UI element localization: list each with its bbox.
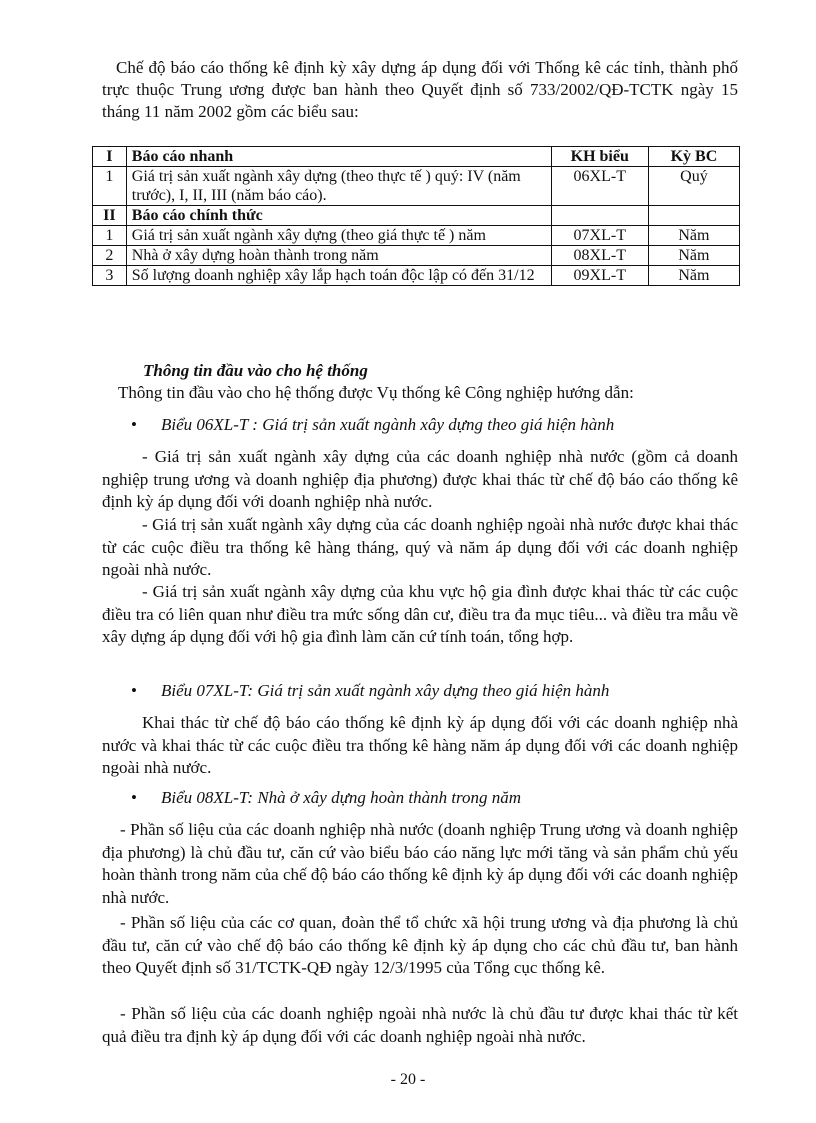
table-cell-desc: Số lượng doanh nghiệp xây lắp hạch toán độc lập có đến 31/12 [126, 266, 551, 286]
intro-paragraph: Chế độ báo cáo thống kê định kỳ xây dựng áp dụng đối với Thống kê các tỉnh, thành phố trực thuộc Trung ương được ban hành theo Quyết định số 733/2002/QĐ-TCTK ngày 15 tháng 11 năm 2002 gồm các biểu sau: [102, 58, 738, 121]
paragraph: - Giá trị sản xuất ngành xây dựng của các doanh nghiệp nhà nước (gồm cả doanh nghiệp trung ương và doanh nghiệp địa phương) được khai thác từ chế độ báo cáo thống kê định kỳ áp dụng đối với doanh nghiệp nhà nước. [102, 447, 738, 512]
table-cell-period: Năm [648, 226, 739, 246]
section-title: Thông tin đầu vào cho hệ thống [143, 361, 368, 380]
bullet-icon: • [131, 415, 137, 434]
bullet-item [131, 415, 614, 435]
bullet-text: Biểu 06XL-T : Giá trị sản xuất ngành xây dựng theo giá hiện hành [161, 415, 615, 434]
table-row [93, 147, 740, 167]
table-row [93, 206, 740, 226]
paragraph: - Giá trị sản xuất ngành xây dựng của khu vực hộ gia đình được khai thác từ các cuộc điều tra có liên quan như điều tra mức sống dân cư, điều tra đa mục tiêu... và điều tra mẫu về xây dựng áp dụng đối với hộ gia đình làm căn cứ tính toán, tổng hợp. [102, 582, 738, 647]
table-header-period: Kỳ BC [648, 147, 739, 167]
table-cell-period: Năm [648, 266, 739, 286]
bullet-text: Biểu 08XL-T: Nhà ở xây dựng hoàn thành trong năm [161, 788, 522, 807]
paragraph: - Phần số liệu của các doanh nghiệp nhà nước (doanh nghiệp Trung ương và doanh nghiệp địa phương) là chủ đầu tư, căn cứ vào biểu báo cáo năng lực mới tăng và sản phẩm chủ yếu hoàn thành trong năm của chế độ báo cáo thống kê định kỳ áp dụng đối với các doanh nghiệp nhà nước. [102, 820, 738, 907]
table-cell-num: I [93, 147, 127, 167]
table-row [93, 167, 740, 206]
section-subtitle: Thông tin đầu vào cho hệ thống được Vụ thống kê Công nghiệp hướng dẫn: [118, 383, 634, 402]
bullet-item [131, 681, 609, 701]
table-row [93, 246, 740, 266]
paragraph: - Giá trị sản xuất ngành xây dựng của các doanh nghiệp ngoài nhà nước được khai thác từ các cuộc điều tra thống kê hàng tháng, quý và năm áp dụng đối với các doanh nghiệp ngoài nhà nước. [102, 515, 738, 580]
table-cell-code [551, 206, 648, 226]
table-cell-num: 3 [93, 266, 127, 286]
table-cell-code: 06XL-T [551, 167, 648, 206]
paragraph: - Phần số liệu của các doanh nghiệp ngoài nhà nước là chủ đầu tư được khai thác từ kết quả điều tra định kỳ áp dụng đối với các doanh nghiệp ngoài nhà nước. [102, 1004, 738, 1046]
table-cell-code: 07XL-T [551, 226, 648, 246]
bullet-item [131, 788, 521, 808]
table-cell-code: 08XL-T [551, 246, 648, 266]
table-cell-period [648, 206, 739, 226]
bullet-icon: • [131, 788, 137, 807]
table-cell-desc: Báo cáo chính thức [126, 206, 551, 226]
table-cell-code: 09XL-T [551, 266, 648, 286]
table-row [93, 266, 740, 286]
table-cell-num: 1 [93, 167, 127, 206]
report-forms-table [92, 146, 740, 286]
table-cell-period: Năm [648, 246, 739, 266]
table-cell-period: Quý [648, 167, 739, 206]
table-cell-num: 1 [93, 226, 127, 246]
table-cell-desc: Giá trị sản xuất ngành xây dựng (theo thực tế ) quý: IV (năm trước), I, II, III (năm báo cáo). [126, 167, 551, 206]
table-cell-desc: Báo cáo nhanh [126, 147, 551, 167]
table-cell-desc: Giá trị sản xuất ngành xây dựng (theo giá thực tế ) năm [126, 226, 551, 246]
bullet-text: Biểu 07XL-T: Giá trị sản xuất ngành xây dựng theo giá hiện hành [161, 681, 610, 700]
paragraph: Khai thác từ chế độ báo cáo thống kê định kỳ áp dụng đối với các doanh nghiệp nhà nước và khai thác từ các cuộc điều tra thống kê hàng năm áp dụng đối với các doanh nghiệp ngoài nhà nước. [102, 713, 738, 778]
table-header-code: KH biểu [551, 147, 648, 167]
table-cell-desc: Nhà ở xây dựng hoàn thành trong năm [126, 246, 551, 266]
bullet-icon: • [131, 681, 137, 700]
table-row [93, 226, 740, 246]
page-number: - 20 - [390, 1071, 426, 1088]
paragraph: - Phần số liệu của các cơ quan, đoàn thể tổ chức xã hội trung ương và địa phương là chủ đầu tư, căn cứ vào chế độ báo cáo thống kê định kỳ áp dụng cho các chủ đầu tư, ban hành theo Quyết định số 31/TCTK-QĐ ngày 12/3/1995 của Tổng cục thống kê. [102, 913, 738, 978]
table-cell-num: 2 [93, 246, 127, 266]
table-cell-num: II [93, 206, 127, 226]
